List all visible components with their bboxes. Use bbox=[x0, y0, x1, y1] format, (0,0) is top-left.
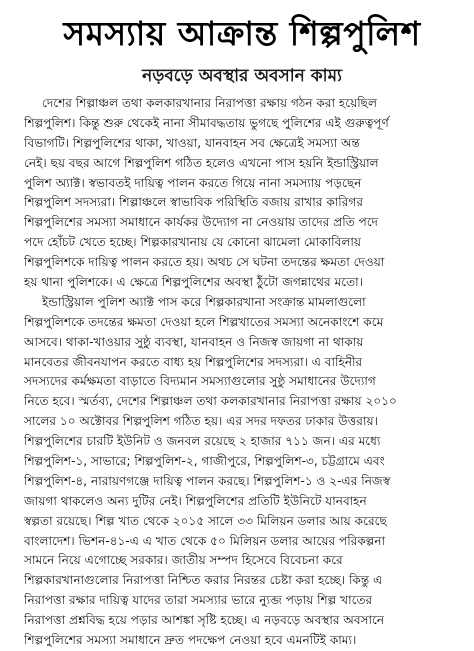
body-line: সামনে নিয়ে এগোচ্ছে সরকার। জাতীয় সম্পদ হিসেবে বিবেচনা করে bbox=[24, 553, 343, 568]
body-line: শিল্পপুলিশের চারটি ইউনিট ও জনবল রয়েছে ২ হাজার ৭১১ জন। এর মধ্যে bbox=[24, 434, 381, 449]
body-line: সালের ১০ অক্টোবর শিল্পপুলিশ গঠিত হয়। এর সদর দফতর ঢাকার উত্তরায়। bbox=[24, 414, 378, 429]
body-line: বিভাগটি। শিল্পপুলিশের থাকা, খাওয়া, যানবাহন সব ক্ষেত্রেই সমস্যা অন্ত bbox=[24, 135, 360, 150]
body-line: পদে হোঁচট খেতে হচ্ছে। শিল্পকারখানায় যে কোনো ঝামেলা মোকাবিলায় bbox=[24, 235, 362, 250]
body-line: নেই। ছয় বছর আগে শিল্পপুলিশ গঠিত হলেও এখনো পাস হয়নি ইন্ডাস্ট্রিয়াল bbox=[24, 155, 379, 170]
body-line: বাংলাদেশ। ভিশন-৪১-এ এ খাত থেকে ৫০ মিলিয়ন ডলার আয়ের পরিকল্পনা bbox=[24, 533, 386, 548]
body-line: জায়গা থাকলেও অন্য দুটির নেই। শিল্পপুলিশের প্রতিটি ইউনিটে যানবাহন bbox=[24, 493, 367, 508]
body-line: শিল্পকারখানাগুলোর নিরাপত্তা নিশ্চিত করার নিরন্তর চেষ্টা করা হচ্ছে। কিন্তু এ bbox=[24, 573, 383, 588]
body-line: নিতে হবে। স্মর্তব্য, দেশের শিল্পাঞ্চল তথা কলকারখানার নিরাপত্তা রক্ষায় ২০১০ bbox=[24, 394, 397, 409]
body-line: শিল্পপুলিশকে দায়িত্ব পালন করতে হয়। অথচ সে ঘটনা তদন্তের ক্ষমতা দেওয়া bbox=[24, 255, 385, 270]
article-body bbox=[24, 94, 460, 651]
headline: সমস্যায় আক্রান্ত শিল্পপুলিশ bbox=[63, 14, 421, 53]
body-line: আসবে। থাকা-খাওয়ার সুষ্ঠু ব্যবস্থা, যানবাহন ও নিজস্ব জায়গা না থাকায় bbox=[24, 334, 364, 349]
body-line: দেশের শিল্পাঞ্চল তথা কলকারখানার নিরাপত্তা রক্ষায় গঠন করা হয়েছিল bbox=[42, 96, 378, 110]
body-line: ইন্ডাস্ট্রিয়াল পুলিশ অ্যাক্ট পাস করে শিল্পকারখানা সংক্রান্ত মামলাগুলো bbox=[42, 294, 366, 309]
body-line: স্বল্পতা রয়েছে। শিল্প খাত থেকে ২০১৫ সালে ৩৩ মিলিয়ন ডলার আয় করেছে bbox=[24, 513, 387, 528]
body-line: হয় থানা পুলিশকে। এ ক্ষেত্রে শিল্পপুলিশের অবস্থা ঠুঁটো জগন্নাথের মতো। bbox=[24, 275, 363, 290]
body-line: সদস্যদের কর্মক্ষমতা বাড়াতে বিদ্যমান সমস্যাগুলোর সুষ্ঠু সমাধানের উদ্যোগ bbox=[24, 374, 376, 389]
body-line: শিল্পপুলিশকে তদন্তের ক্ষমতা দেওয়া হলে শিল্পখাতের সমস্যা অনেকাংশে কমে bbox=[24, 314, 384, 329]
body-line: শিল্পপুলিশ-৪, নারায়ণগঞ্জে দায়িত্ব পালন করছে। শিল্পপুলিশ-১ ও ২-এর নিজস্ব bbox=[24, 473, 391, 488]
body-line: পুলিশ অ্যাক্ট। স্বভাবতই দায়িত্ব পালন করতে গিয়ে নানা সমস্যায় পড়ছেন bbox=[24, 175, 362, 190]
body-line: শিল্পপুলিশের সমস্যা সমাধানে কার্যকর উদ্যোগ না নেওয়ায় তাদের প্রতি পদে bbox=[24, 215, 379, 230]
body-line: শিল্পপুলিশ। কিন্তু শুরু থেকেই নানা সীমাবদ্ধতায় ভুগছে পুলিশের এই গুরুত্বপূর্ণ bbox=[24, 115, 389, 130]
body-line: শিল্পপুলিশের সমস্যা সমাধানে দ্রুত পদক্ষেপ নেওয়া হবে এমনটিই কাম্য। bbox=[24, 633, 357, 648]
body-line: নিরাপত্তা প্রশ্নবিদ্ধ হয়ে পড়ার আশঙ্কা সৃষ্টি হচ্ছে। এ নড়বড়ে অবস্থার অবসানে bbox=[24, 613, 385, 628]
body-line: নিরাপত্তা রক্ষার দায়িত্ব যাদের তারা সমস্যার ভারে ন্যুব্জ পড়ায় শিল্প খাতের bbox=[24, 593, 373, 608]
subheadline: নড়বড়ে অবস্থার অবসান কাম্য bbox=[142, 66, 342, 86]
body-line: শিল্পপুলিশ-১, সাভারে; শিল্পপুলিশ-২, গাজীপুরে, শিল্পপুলিশ-৩, চট্টগ্রামে এবং bbox=[24, 454, 385, 469]
body-line: মানবেতর জীবনযাপন করতে বাধ্য হয় শিল্পপুলিশের সদস্যরা। এ বাহিনীর bbox=[24, 354, 363, 369]
body-line: শিল্পপুলিশ সদস্যরা। শিল্পাঞ্চলে স্বাভাবিক পরিস্থিতি বজায় রাখার কারিগর bbox=[24, 195, 363, 210]
